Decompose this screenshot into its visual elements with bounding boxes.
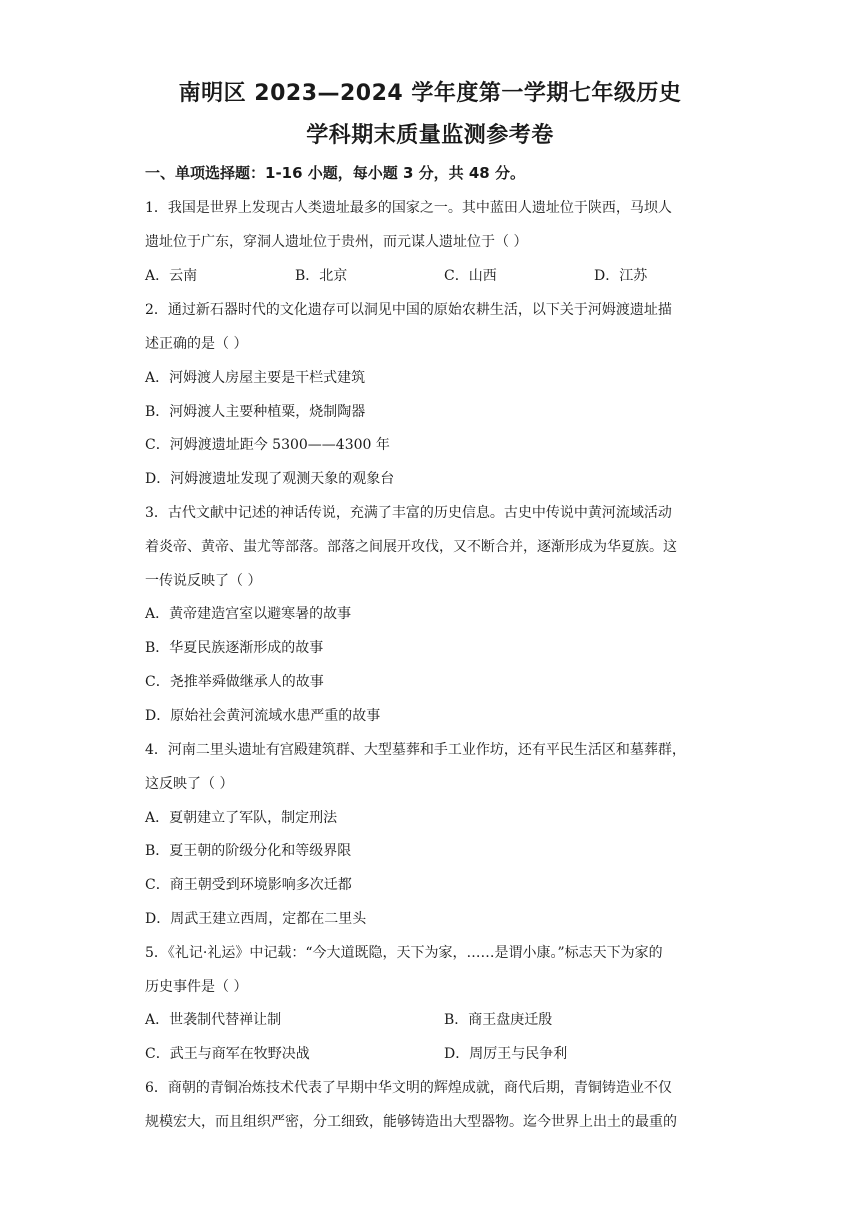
option-b[interactable]: B．北京 xyxy=(295,268,348,284)
option-c[interactable]: C．河姆渡遗址距今 5300——4300 年 xyxy=(145,437,390,453)
option-a[interactable]: A．世袭制代替禅让制 xyxy=(145,1012,282,1028)
option-b[interactable]: B．河姆渡人主要种植粟，烧制陶器 xyxy=(145,404,366,420)
option-a[interactable]: A．黄帝建造宫室以避寒暑的故事 xyxy=(145,606,352,622)
option-b[interactable]: B．夏王朝的阶级分化和等级界限 xyxy=(145,843,352,859)
exam-title-line1: 南明区 2023—2024 学年度第一学期七年级历史 xyxy=(178,81,682,106)
option-c[interactable]: C．尧推举舜做继承人的故事 xyxy=(145,674,324,690)
question-stem-line: 5．《礼记·礼运》中记载：“今大道既隐，天下为家，……是谓小康。”标志天下为家的 xyxy=(145,945,663,961)
option-c[interactable]: C．商王朝受到环境影响多次迁都 xyxy=(145,877,352,893)
option-d[interactable]: D．江苏 xyxy=(594,268,648,284)
exam-title-line2: 学科期末质量监测参考卷 xyxy=(306,123,554,148)
option-b[interactable]: B．华夏民族逐渐形成的故事 xyxy=(145,640,324,656)
question-stem-line: 4．河南二里头遗址有宫殿建筑群、大型墓葬和手工业作坊，还有平民生活区和墓葬群， xyxy=(145,742,686,758)
question-stem-line: 1．我国是世界上发现古人类遗址最多的国家之一。其中蓝田人遗址位于陕西，马坝人 xyxy=(145,200,672,216)
question-stem-line: 遗址位于广东，穿洞人遗址位于贵州，而元谋人遗址位于（ ） xyxy=(145,234,528,250)
option-a[interactable]: A．夏朝建立了军队，制定刑法 xyxy=(145,810,338,826)
option-a[interactable]: A．云南 xyxy=(145,268,198,284)
option-d[interactable]: D．周厉王与民争利 xyxy=(444,1046,568,1062)
option-c[interactable]: C．武王与商军在牧野决战 xyxy=(145,1046,310,1062)
question-stem-line: 2．通过新石器时代的文化遗存可以洞见中国的原始农耕生活，以下关于河姆渡遗址描 xyxy=(145,302,672,318)
question-stem-line: 一传说反映了（ ） xyxy=(145,573,262,589)
question-stem-line: 规模宏大，而且组织严密，分工细致，能够铸造出大型器物。迄今世界上出土的最重的 xyxy=(145,1114,677,1130)
option-b[interactable]: B．商王盘庚迁殷 xyxy=(444,1012,553,1028)
question-stem-line: 3．古代文献中记述的神话传说，充满了丰富的历史信息。古史中传说中黄河流域活动 xyxy=(145,505,672,521)
question-stem-line: 历史事件是（ ） xyxy=(145,979,248,995)
option-a[interactable]: A．河姆渡人房屋主要是干栏式建筑 xyxy=(145,370,366,386)
option-d[interactable]: D．河姆渡遗址发现了观测天象的观象台 xyxy=(145,471,395,487)
question-stem-line: 这反映了（ ） xyxy=(145,776,234,792)
option-d[interactable]: D．周武王建立西周，定都在二里头 xyxy=(145,911,367,927)
section-heading: 一、单项选择题：1-16 小题，每小题 3 分，共 48 分。 xyxy=(145,164,525,182)
option-c[interactable]: C．山西 xyxy=(444,268,497,284)
question-stem-line: 述正确的是（ ） xyxy=(145,336,248,352)
question-stem-line: 6．商朝的青铜冶炼技术代表了早期中华文明的辉煌成就，商代后期，青铜铸造业不仅 xyxy=(145,1080,672,1096)
option-d[interactable]: D．原始社会黄河流域水患严重的故事 xyxy=(145,708,381,724)
question-stem-line: 着炎帝、黄帝、蚩尤等部落。部落之间展开攻伐，又不断合并，逐渐形成为华夏族。这 xyxy=(145,539,677,555)
